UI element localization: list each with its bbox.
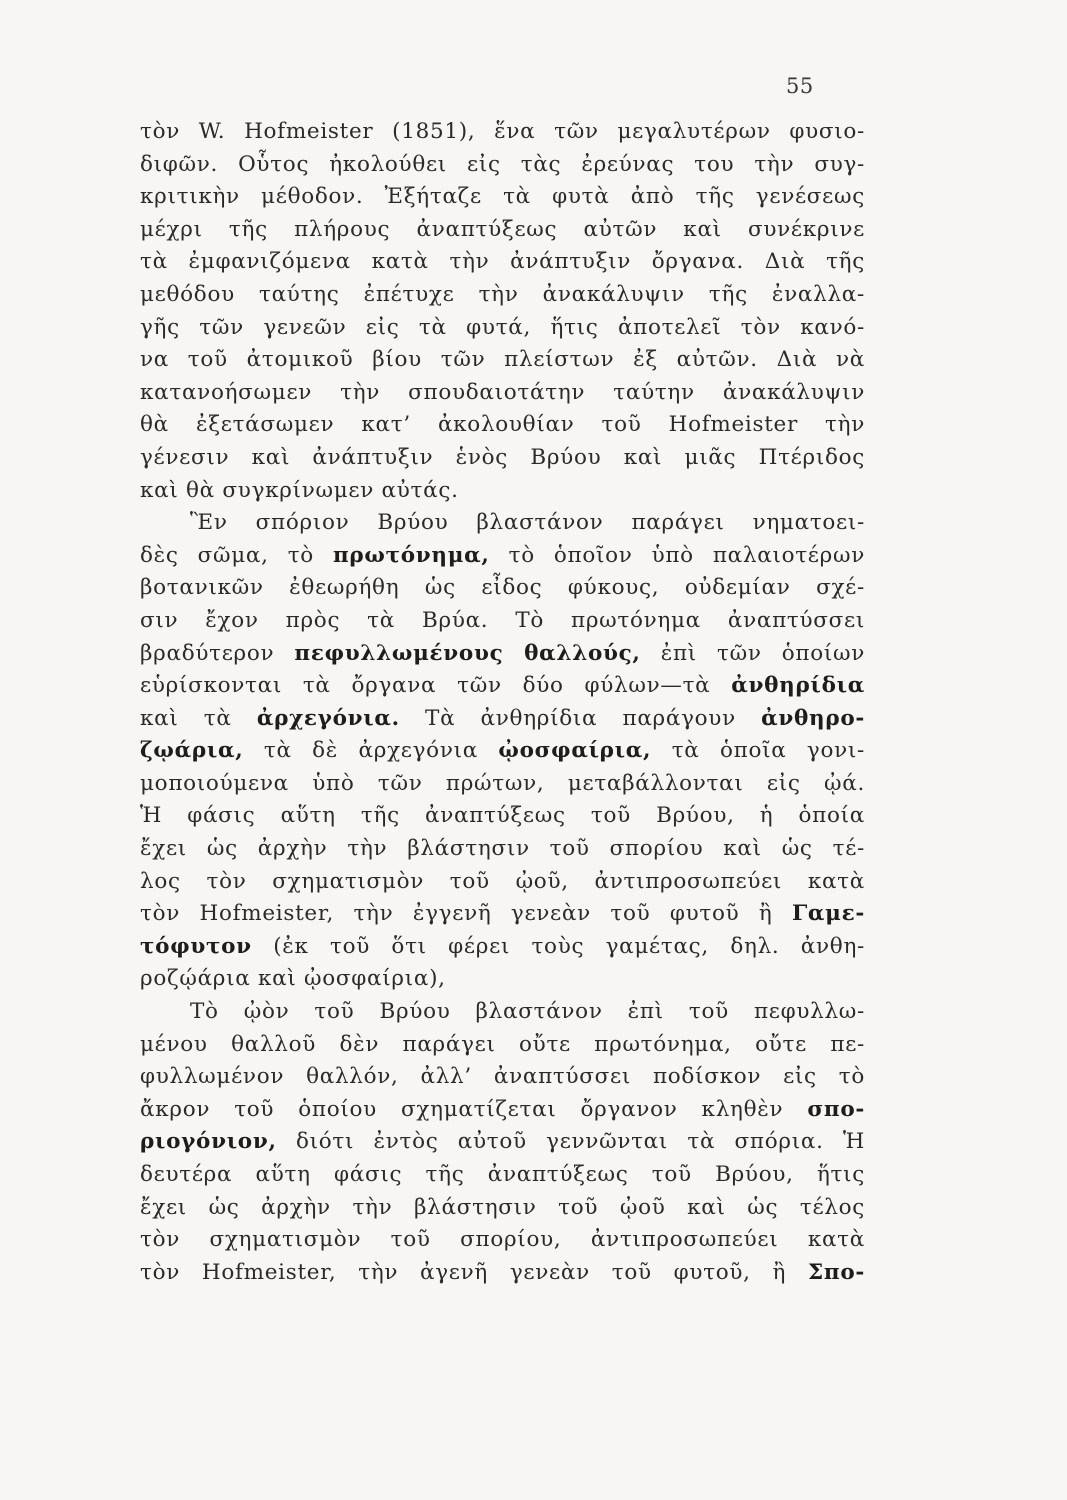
text-line — [140, 279, 865, 312]
text-run: δευτέρα αὕτη φάσις τῆς ἀναπτύξεως τοῦ Βρύου, ἥτις — [140, 1162, 865, 1187]
text-line — [140, 1061, 865, 1094]
text-line — [140, 377, 865, 410]
text-run: τὸν Hofmeister, τὴν ἀγενῆ γενεὰν τοῦ φυτοῦ, ἢ — [140, 1259, 808, 1285]
bold-term: πρωτόνημα, — [332, 542, 490, 568]
text-line — [140, 149, 865, 182]
text-line — [140, 1029, 865, 1062]
text-line — [140, 572, 865, 605]
text-run: βραδύτερον — [140, 640, 295, 666]
text-run: τὸν W. Hofmeister (1851), ἕνα τῶν μεγαλυτέρων φυσιο- — [140, 119, 865, 144]
text-run: ἐπὶ τῶν ὁποίων — [640, 640, 865, 666]
text-run: (ἐκ τοῦ ὅτι φέρει τοὺς γαμέτας, δηλ. ἀνθη- — [251, 933, 865, 959]
bold-term: ζῳάρια, — [140, 738, 244, 764]
text-line — [140, 898, 865, 931]
text-run: σιν ἔχον πρὸς τὰ Βρύα. Τὸ πρωτόνημα ἀναπτύσσει — [140, 607, 865, 633]
text-run: βοτανικῶν ἐθεωρήθη ὡς εἶδος φύκους, οὐδεμίαν σχέ- — [140, 575, 865, 601]
text-run: δὲς σῶμα, τὸ — [140, 542, 333, 568]
text-line — [140, 1126, 865, 1159]
text-run: μεθόδου ταύτης ἐπέτυχε τὴν ἀνακάλυψιν τῆς ἐναλλα- — [140, 281, 865, 307]
bold-term: Σπο- — [807, 1259, 865, 1285]
text-run: τὸν σχηματισμὸν τοῦ σπορίου, ἀντιπροσωπεύει κατὰ — [140, 1227, 865, 1253]
text-line — [140, 540, 865, 573]
text-run: καὶ θὰ συγκρίνωμεν αὐτάς. — [140, 477, 459, 503]
text-line — [140, 931, 865, 964]
text-run: τὰ ἐμφανιζόμενα κατὰ τὴν ἀνάπτυξιν ὄργανα. Διὰ τῆς — [140, 249, 865, 275]
bold-term: ἀρχεγόνια. — [256, 705, 400, 731]
text-line — [140, 768, 865, 801]
text-run: τὸν Hofmeister, τὴν ἐγγενῆ γενεὰν τοῦ φυτοῦ ἢ — [140, 901, 792, 927]
bold-term: ᾠοσφαίρια, — [498, 738, 652, 764]
text-line — [140, 344, 865, 377]
text-run: τὰ ὁποῖα γονι- — [651, 738, 865, 764]
text-run: θὰ ἐξετάσωμεν κατ’ ἀκολουθίαν τοῦ Hofmeister τὴν — [140, 412, 865, 438]
text-line — [140, 1159, 865, 1192]
text-line — [140, 703, 865, 736]
text-line — [140, 1224, 865, 1257]
text-line — [140, 409, 865, 442]
text-run: γῆς τῶν γενεῶν εἰς τὰ φυτά, ἥτις ἀποτελεῖ τὸν κανό- — [140, 314, 865, 340]
text-run: Ἓν σπόριον Βρύου βλαστάνον παράγει νηματοει- — [190, 510, 865, 536]
text-run: κατανοήσωμεν τὴν σπουδαιοτάτην ταύτην ἀνακάλυψιν — [140, 379, 865, 405]
bold-term: Γαμε- — [791, 901, 865, 927]
text-run: καὶ τὰ — [140, 705, 257, 731]
text-line — [140, 312, 865, 345]
text-run: ἔχει ὡς ἀρχὴν τὴν βλάστησιν τοῦ σπορίου καὶ ὡς τέ- — [140, 836, 865, 862]
text-run: φυλλωμένον θαλλόν, ἀλλ’ ἀναπτύσσει ποδίσκον εἰς τὸ — [140, 1064, 865, 1090]
text-line — [140, 800, 865, 833]
text-line — [140, 507, 865, 540]
text-run: μένου θαλλοῦ δὲν παράγει οὔτε πρωτόνημα, οὔτε πε- — [140, 1031, 865, 1057]
text-line — [140, 214, 865, 247]
text-line — [140, 1094, 865, 1127]
body-text — [140, 116, 865, 1289]
text-line — [140, 638, 865, 671]
text-line — [140, 963, 865, 996]
text-line — [140, 1192, 865, 1225]
text-run: εὑρίσκονται τὰ ὄργανα τῶν δύο φύλων—τὰ — [140, 673, 732, 699]
page-number: 55 — [786, 74, 814, 98]
text-run: τὸ ὁποῖον ὑπὸ παλαιοτέρων — [489, 542, 865, 568]
text-run: ροζῴάρια καὶ ᾠοσφαίρια), — [140, 966, 446, 992]
text-run: κριτικὴν μέθοδον. Ἐξήταζε τὰ φυτὰ ἀπὸ τῆς γενέσεως — [140, 184, 865, 210]
bold-term: πεφυλλωμένους θαλλούς, — [294, 640, 641, 666]
text-run: να τοῦ ἀτομικοῦ βίου τῶν πλείστων ἐξ αὐτῶν. Διὰ νὰ — [140, 347, 865, 373]
text-run: λος τὸν σχηματισμὸν τοῦ ᾠοῦ, ἀντιπροσωπεύει κατὰ — [140, 868, 865, 894]
text-line — [140, 475, 865, 508]
text-line — [140, 181, 865, 214]
text-line — [140, 246, 865, 279]
bold-term: ἀνθηρο- — [761, 705, 865, 731]
text-line — [140, 442, 865, 475]
text-line — [140, 116, 865, 149]
text-run: τὰ δὲ ἀρχεγόνια — [243, 738, 499, 764]
text-line — [140, 833, 865, 866]
text-line — [140, 670, 865, 703]
text-run: Τὸ ᾠὸν τοῦ Βρύου βλαστάνον ἐπὶ τοῦ πεφυλλω- — [190, 999, 865, 1025]
text-line — [140, 1257, 865, 1290]
text-run: Ἡ φάσις αὕτη τῆς ἀναπτύξεως τοῦ Βρύου, ἡ ὁποία — [140, 803, 865, 829]
text-run: ἄκρον τοῦ ὁποίου σχηματίζεται ὄργανον κληθὲν — [140, 1096, 808, 1122]
text-run: Τὰ ἀνθηρίδια παράγουν — [399, 705, 762, 731]
text-line — [140, 996, 865, 1029]
text-run: μοποιούμενα ὑπὸ τῶν πρώτων, μεταβάλλονται εἰς ᾠά. — [140, 770, 865, 796]
text-run: διφῶν. Οὗτος ἠκολούθει εἰς τὰς ἐρεύνας του τὴν συγ- — [140, 151, 865, 177]
text-line — [140, 735, 865, 768]
bold-term: ἀνθηρίδια — [731, 673, 865, 699]
text-run: μέχρι τῆς πλήρους ἀναπτύξεως αὐτῶν καὶ συνέκρινε — [140, 216, 865, 242]
bold-term: σπο- — [807, 1096, 865, 1122]
bold-term: τόφυτον — [140, 933, 252, 959]
text-line — [140, 605, 865, 638]
text-run: γένεσιν καὶ ἀνάπτυξιν ἑνὸς Βρύου καὶ μιᾶς Πτέριδος — [140, 444, 865, 470]
text-run: ἔχει ὡς ἀρχὴν τὴν βλάστησιν τοῦ ᾠοῦ καὶ ὡς τέλος — [140, 1194, 865, 1220]
bold-term: ριογόνιον, — [140, 1129, 277, 1155]
text-line — [140, 866, 865, 899]
text-run: διότι ἐντὸς αὐτοῦ γεννῶνται τὰ σπόρια. Ἡ — [276, 1129, 865, 1155]
